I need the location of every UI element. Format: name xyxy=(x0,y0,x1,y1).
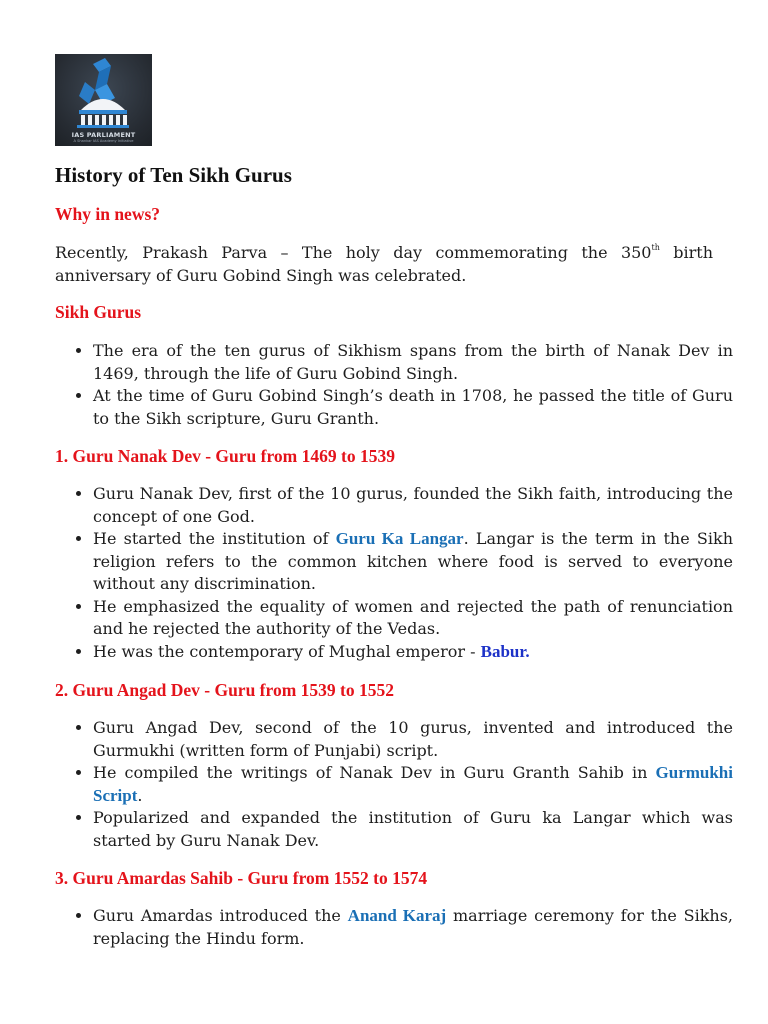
why-in-news-heading: Why in news? xyxy=(55,204,161,224)
list-item xyxy=(93,528,733,596)
list-item xyxy=(93,905,733,950)
guru-ka-langar-highlight: Guru Ka Langar xyxy=(335,529,464,548)
list-item-text: He was the contemporary of Mughal emperor - xyxy=(93,641,481,661)
guru-angad-list xyxy=(74,717,733,852)
guru-nanak-heading: 1. Guru Nanak Dev - Guru from 1469 to 1539 xyxy=(55,446,395,466)
guru-amardas-list xyxy=(74,905,733,950)
ias-parliament-logo xyxy=(55,54,152,146)
sikh-gurus-list xyxy=(74,340,733,430)
babur-highlight: Babur. xyxy=(480,641,530,661)
guru-amardas-heading: 3. Guru Amardas Sahib - Guru from 1552 to 1574 xyxy=(55,868,428,888)
list-item-text: Guru Amardas introduced the xyxy=(93,906,348,925)
intro-paragraph xyxy=(55,242,713,287)
list-item-text: marriage ceremony for the Sikhs, replacing the Hindu form. xyxy=(93,906,734,948)
list-item: • At the time of Guru Gobind Singh’s death in 1708, he passed the title of Guru to the Sikh scripture, Guru Granth. xyxy=(93,385,733,430)
list-item: • He emphasized the equality of women and rejected the path of renunciation and he rejected the authority of the Vedas. xyxy=(93,596,733,641)
intro-text-before: Recently, Prakash Parva – The holy day commemorating the 350 xyxy=(55,243,652,262)
guru-angad-heading: 2. Guru Angad Dev - Guru from 1539 to 1552 xyxy=(55,680,394,700)
guru-nanak-list xyxy=(74,483,733,663)
list-item: • Guru Angad Dev, second of the 10 gurus, invented and introduced the Gurmukhi (written form of Punjabi) script. xyxy=(93,717,733,762)
logo-tagline: A Shankar IAS Academy Initiative xyxy=(73,139,134,143)
list-item: • Guru Nanak Dev, first of the 10 gurus, founded the Sikh faith, introducing the concept of one God. xyxy=(93,483,733,528)
logo-emblem-icon xyxy=(55,54,152,130)
intro-text-after: birth anniversary of Guru Gobind Singh was celebrated. xyxy=(55,243,713,285)
list-item-text: . Langar is the term in the Sikh religion refers to the common kitchen where food is served to everyone without any discrimination. xyxy=(93,529,733,593)
list-item xyxy=(93,641,733,664)
gurmukhi-script-highlight: Gurmukhi Script xyxy=(93,763,733,805)
list-item: • The era of the ten gurus of Sikhism spans from the birth of Nanak Dev in 1469, through the life of Guru Gobind Singh. xyxy=(93,340,733,385)
page-title: History of Ten Sikh Gurus xyxy=(55,163,292,187)
list-item xyxy=(93,762,733,807)
anand-karaj-highlight: Anand Karaj xyxy=(347,906,447,925)
sikh-gurus-heading: Sikh Gurus xyxy=(55,302,142,322)
logo-org-name: IAS PARLIAMENT xyxy=(71,131,136,139)
intro-superscript: th xyxy=(651,243,660,252)
list-item-text: He compiled the writings of Nanak Dev in Guru Granth Sahib in xyxy=(93,763,656,782)
list-item: • Popularized and expanded the institution of Guru ka Langar which was started by Guru Nanak Dev. xyxy=(93,807,733,852)
list-item-text: He started the institution of xyxy=(93,529,336,548)
list-item-text: . xyxy=(137,785,143,805)
